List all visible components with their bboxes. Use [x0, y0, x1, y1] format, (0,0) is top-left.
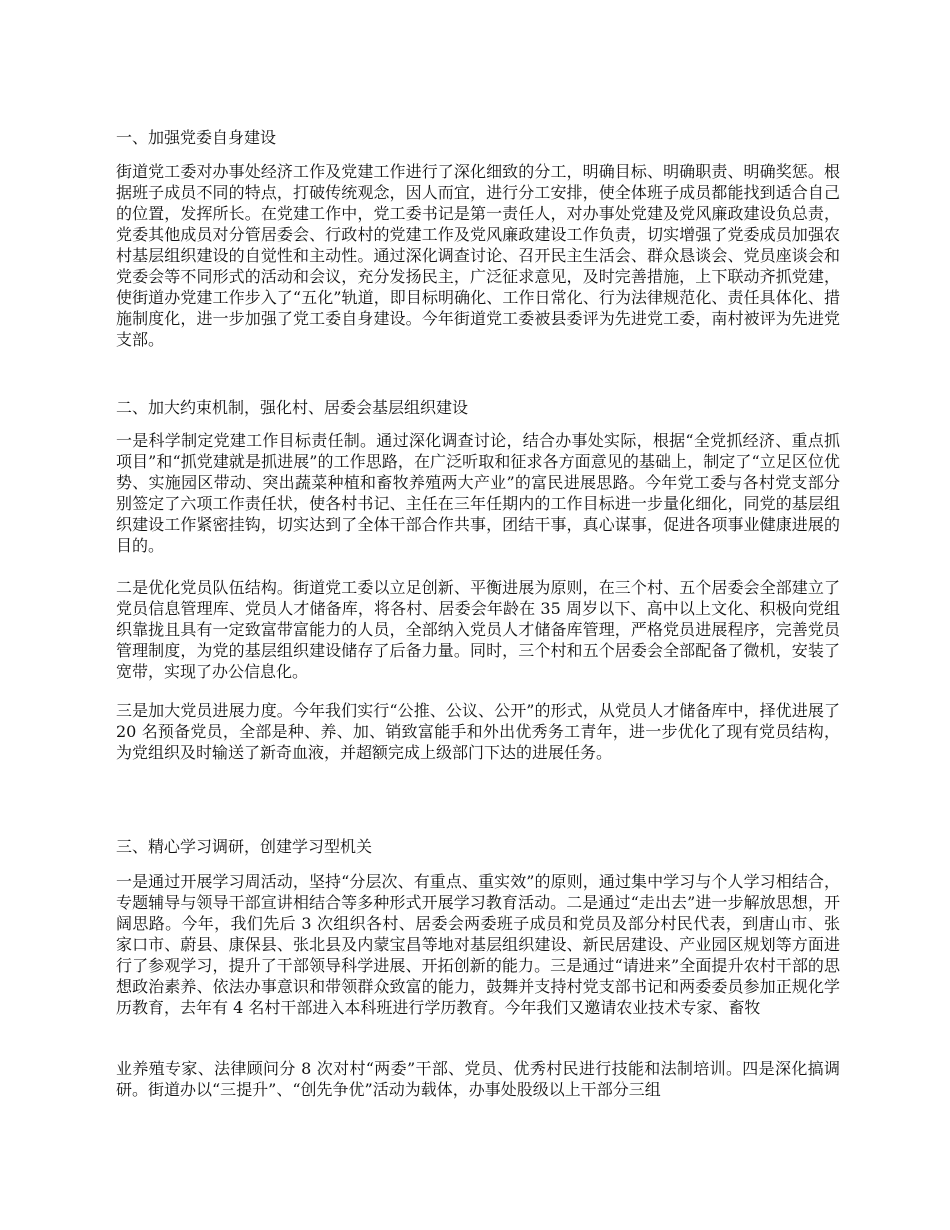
section3-paragraph-1: 一是通过开展学习周活动，坚持“分层次、有重点、重实效”的原则，通过集中学习与个人学习相结合，专题辅导与领导干部宣讲相结合等多种形式开展学习教育活动。二是通过“走出去”进一步解放思想，开阔思路。今年，我们先后 3 次组织各村、居委会两委班子成员和党员及部分村民代表，到唐山市、张家口市、蔚县、康保县、张北县及内蒙宝昌等地对基层组织建设、新民居建设、产业园区规划等方面进行了参观学习，提升了干部领导科学进展、开拓创新的能力。三是通过“请进来”全面提升农村干部的思想政治素养、依法办事意识和带领群众致富的能力，鼓舞并支持村党支部书记和两委委员参加正规化学历教育，去年有 4 名村干部进入本科班进行学历教育。今年我们又邀请农业技术专家、畜牧: [116, 872, 840, 1017]
section1-heading: 一、加强党委自身建设: [116, 128, 277, 147]
section2-paragraph-3: 三是加大党员进展力度。今年我们实行“公推、公议、公开”的形式，从党员人才储备库中，择优进展了 20 名预备党员，全部是种、养、加、销致富能手和外出优秀务工青年，进一步优化了现有党员结构，为党组织及时输送了新奇血液，并超额完成上级部门下达的进展任务。: [116, 701, 840, 762]
section3-paragraph-2: 业养殖专家、法律顾问分 8 次对村“两委”干部、党员、优秀村民进行技能和法制培训。四是深化搞调研。街道办以“三提升”、“创先争优”活动为载体，办事处股级以上干部分三组: [116, 1059, 840, 1099]
section2-heading: 二、加大约束机制，强化村、居委会基层组织建设: [116, 398, 469, 417]
section1-paragraph-1: 街道党工委对办事处经济工作及党建工作进行了深化细致的分工，明确目标、明确职责、明确奖惩。根据班子成员不同的特点，打破传统观念，因人而宜，进行分工安排，使全体班子成员都能找到适合自己的位置，发挥所长。在党建工作中，党工委书记是第一责任人，对办事处党建及党风廉政建设负总责，党委其他成员对分管居委会、行政村的党建工作及党风廉政建设工作负责，切实增强了党委成员加强农村基层组织建设的自觉性和主动性。通过深化调查讨论、召开民主生活会、群众恳谈会、党员座谈会和党委会等不同形式的活动和会议，充分发扬民主，广泛征求意见，及时完善措施，上下联动齐抓党建，使街道办党建工作步入了“五化”轨道，即目标明确化、工作日常化、行为法律规范化、责任具体化、措施制度化，进一步加强了党工委自身建设。今年街道党工委被县委评为先进党工委，南村被评为先进党支部。: [116, 162, 840, 349]
section2-paragraph-1: 一是科学制定党建工作目标责任制。通过深化调查讨论，结合办事处实际，根据“全党抓经济、重点抓项目”和“抓党建就是抓进展”的工作思路，在广泛听取和征求各方面意见的基础上，制定了“立足区位优势、实施园区带动、突出蔬菜种植和畜牧养殖两大产业”的富民进展思路。今年党工委与各村党支部分别签定了六项工作责任状，使各村书记、主任在三年任期内的工作目标进一步量化细化，同党的基层组织建设工作紧密挂钩，切实达到了全体干部合作共事，团结干事，真心谋事，促进各项事业健康进展的目的。: [116, 431, 840, 555]
section2-paragraph-2: 二是优化党员队伍结构。街道党工委以立足创新、平衡进展为原则，在三个村、五个居委会全部建立了党员信息管理库、党员人才储备库，将各村、居委会年龄在 35 周岁以下、高中以上文化、积极向党组织靠拢且具有一定致富带富能力的人员，全部纳入党员人才储备库管理，严格党员进展程序，完善党员管理制度，为党的基层组织建设储存了后备力量。同时，三个村和五个居委会全部配备了微机，安装了宽带，实现了办公信息化。: [116, 578, 840, 681]
section3-heading: 三、精心学习调研，创建学习型机关: [116, 837, 373, 856]
